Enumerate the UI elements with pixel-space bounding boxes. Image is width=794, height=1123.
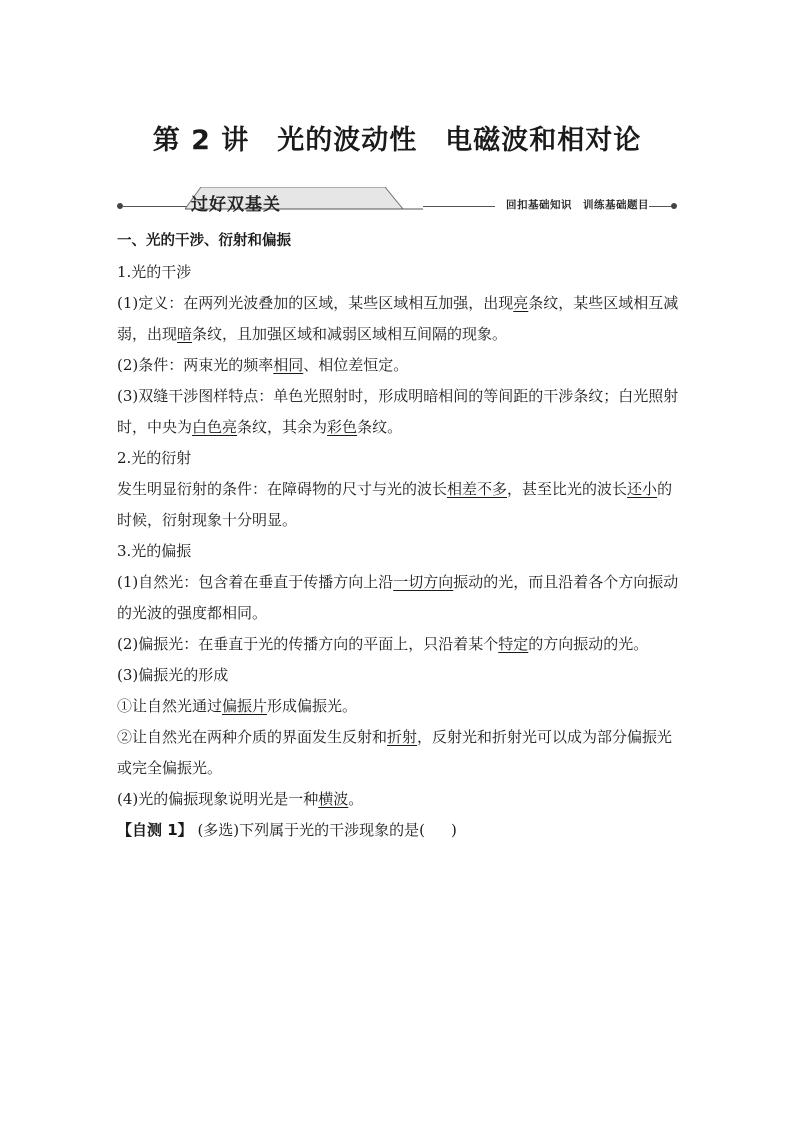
text-run: ②让自然光在两种介质的界面发生反射和: [117, 728, 388, 746]
answer-blank: 相同: [273, 356, 304, 374]
self-test-close: ): [451, 821, 457, 839]
text-run: 条纹，且加强区域和减弱区域相互间隔的现象。: [192, 325, 508, 343]
answer-blank: 亮: [513, 294, 529, 312]
double-slit-features: [117, 381, 679, 443]
interference-heading: 1.光的干涉: [117, 263, 192, 281]
text-run: 条纹，其余为: [237, 418, 328, 436]
text-run: (2)条件：两束光的频率: [117, 356, 274, 374]
text-run: 。: [348, 790, 364, 808]
formation-item-2: [117, 722, 679, 784]
text-run: (4)光的偏振现象说明光是一种: [117, 790, 319, 808]
self-test-tag: 【自测 1】: [117, 821, 193, 839]
answer-blank: 还小: [627, 480, 658, 498]
self-test-question: [117, 815, 679, 846]
transverse-wave-conclusion: [117, 784, 679, 815]
self-test-text: (多选)下列属于光的干涉现象的是(: [192, 821, 425, 839]
lecture-topic-1: 光的波动性: [277, 125, 418, 156]
text-run: 的方向振动的光。: [528, 635, 649, 653]
lesson-content: [117, 226, 679, 846]
lecture-number: 第 2 讲: [152, 125, 250, 156]
section-heading: 一、光的干涉、衍射和偏振: [117, 233, 291, 249]
text-run: 振动的光，而且沿着各个方向振动的光波的强度都相同。: [117, 573, 679, 622]
answer-blank: 折射: [387, 728, 418, 746]
answer-blank: 暗: [177, 325, 193, 343]
text-run: ，反射光和折射光可以成为部分偏振光或完全偏振光。: [117, 728, 673, 777]
polarized-light: [117, 629, 679, 660]
interference-definition: [117, 288, 679, 350]
text-run: ，甚至比光的波长: [507, 480, 628, 498]
formation-item-1: [117, 691, 679, 722]
text-run: 的时候，衍射现象十分明显。: [117, 480, 673, 529]
answer-blank: 彩色: [327, 418, 358, 436]
text-run: 、相位差恒定。: [303, 356, 409, 374]
banner-mid-rule: [423, 206, 495, 207]
text-run: ①让自然光通过: [117, 697, 223, 715]
answer-blank: 一切方向: [393, 573, 454, 591]
answer-blank: 白色亮: [192, 418, 238, 436]
text-run: 形成偏振光。: [267, 697, 358, 715]
diffraction-heading: 2.光的衍射: [117, 449, 192, 467]
text-run: (1)自然光：包含着在垂直于传播方向上沿: [117, 573, 394, 591]
text-run: (2)偏振光：在垂直于光的传播方向的平面上，只沿着某个: [117, 635, 499, 653]
text-run: (3)双缝干涉图样特点：单色光照射时，形成明暗相间的等间距的干涉条纹；白光照射时，中央为: [117, 387, 679, 436]
answer-blank: 横波: [318, 790, 349, 808]
banner-label: 过好双基关: [191, 195, 281, 215]
lecture-topic-2: 电磁波和相对论: [445, 125, 642, 156]
banner-right-dot: [671, 203, 677, 209]
answer-blank: 特定: [498, 635, 529, 653]
interference-condition: [117, 350, 679, 381]
page-title: [0, 118, 794, 157]
text-run: 条纹。: [357, 418, 403, 436]
banner-right-rule: [649, 206, 671, 207]
answer-blank: 偏振片: [222, 697, 268, 715]
polarization-heading: 3.光的偏振: [117, 542, 192, 560]
banner-motto: 回扣基础知识 训练基础题目: [506, 199, 649, 211]
text-run: (1)定义：在两列光波叠加的区域，某些区域相互加强，出现: [117, 294, 514, 312]
natural-light: [117, 567, 679, 629]
answer-blank: 相差不多: [447, 480, 508, 498]
polarization-formation-heading: (3)偏振光的形成: [117, 666, 229, 684]
section-banner: [117, 187, 677, 223]
text-run: 条纹，某些区域相互减弱，出现: [117, 294, 679, 343]
diffraction-condition: [117, 474, 679, 536]
text-run: 发生明显衍射的条件：在障碍物的尺寸与光的波长: [117, 480, 448, 498]
